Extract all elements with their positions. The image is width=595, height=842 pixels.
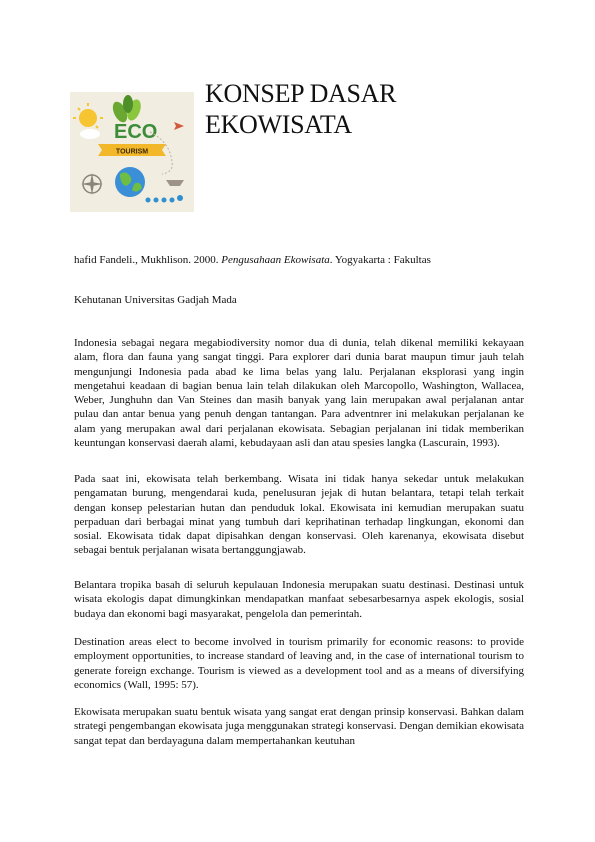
- eco-tourism-illustration: [70, 92, 194, 212]
- reference-authors: hafid Fandeli., Mukhlison. 2000.: [74, 254, 222, 266]
- reference-line-1: [74, 254, 431, 266]
- reference-book-title: Pengusahaan Ekowisata: [221, 254, 330, 266]
- paragraph-4: Destination areas elect to become involved in tourism primarily for economic reasons: to provide employment opportunities, to increase standard of leaving and, in the case of international tourism to generate foreign exchange. Tourism is viewed as a development tool and as a means of diversifying economics (Wall, 1995: 57).: [74, 636, 524, 691]
- paragraph-2: Pada saat ini, ekowisata telah berkembang. Wisata ini tidak hanya sekedar untuk melakukan pengamatan burung, mengendarai kuda, penelusuran jejak di hutan belantara, tetapi telah terkait dengan konsep pelestarian hutan dan penduduk lokal. Ekowisata ini kemudian merupakan suatu perpaduan dari berbagai minat yang tumbuh dari keprihatinan terhadap lingkungan, ekonomi dan sosial. Ekowisata tidak dapat dipisahkan dengan konservasi. Oleh karenanya, ekowisata disebut sebagai bentuk perjalanan wisata bertanggungjawab.: [74, 473, 524, 557]
- document-title: [205, 78, 396, 140]
- reference-publisher: . Yogyakarta : Fakultas: [329, 254, 431, 266]
- logo-eco-word: ECO: [114, 121, 158, 143]
- logo-tourism-word: TOURISM: [115, 148, 149, 156]
- paragraph-5: Ekowisata merupakan suatu bentuk wisata yang sangat erat dengan prinsip konservasi. Bahkan dalam strategi pengembangan ekowisata juga menggunakan strategi konservasi. Dengan demikian ekowisata sangat tepat dan berdayaguna dalam mempertahankan keutuhan: [74, 706, 524, 747]
- paragraph-3: Belantara tropika basah di seluruh kepulauan Indonesia merupakan suatu destinasi. Destinasi untuk wisata ekologis dapat dimungkinkan mendapatkan manfaat sebesarbesarnya aspek ekologis, sosial budaya dan ekonomi bagi masyarakat, pengelola dan pemerintah.: [74, 579, 524, 620]
- title-line-2: EKOWISATA: [205, 110, 352, 139]
- paragraph-1: Indonesia sebagai negara megabiodiversity nomor dua di dunia, telah dikenal memiliki kekayaan alam, flora dan fauna yang sangat tinggi. Para explorer dari dunia barat maupun timur jauh telah mengunjungi Indonesia pada abad ke lima belas yang lalu. Perjalanan eksplorasi yang ingin mengetahui keadaan di bagian benua lain telah dilakukan oleh Marcopollo, Washington, Wallacea, Weber, Junghuhn dan Van Steines dan masih banyak yang lain merupakan awal perjalanan antar pulau dan antar benua yang penuh dengan tantangan. Para adventnrer ini melakukan perjalanan ke alam yang merupakan awal dari perjalanan ekowisata. Sebagian perjalanan ini tidak memberikan keuntungan konservasi daerah alami, kebudayaan asli dan atau spesies langka (Lascurain, 1993).: [74, 337, 524, 450]
- title-line-1: KONSEP DASAR: [205, 79, 397, 108]
- reference-line-2: Kehutanan Universitas Gadjah Mada: [74, 294, 237, 306]
